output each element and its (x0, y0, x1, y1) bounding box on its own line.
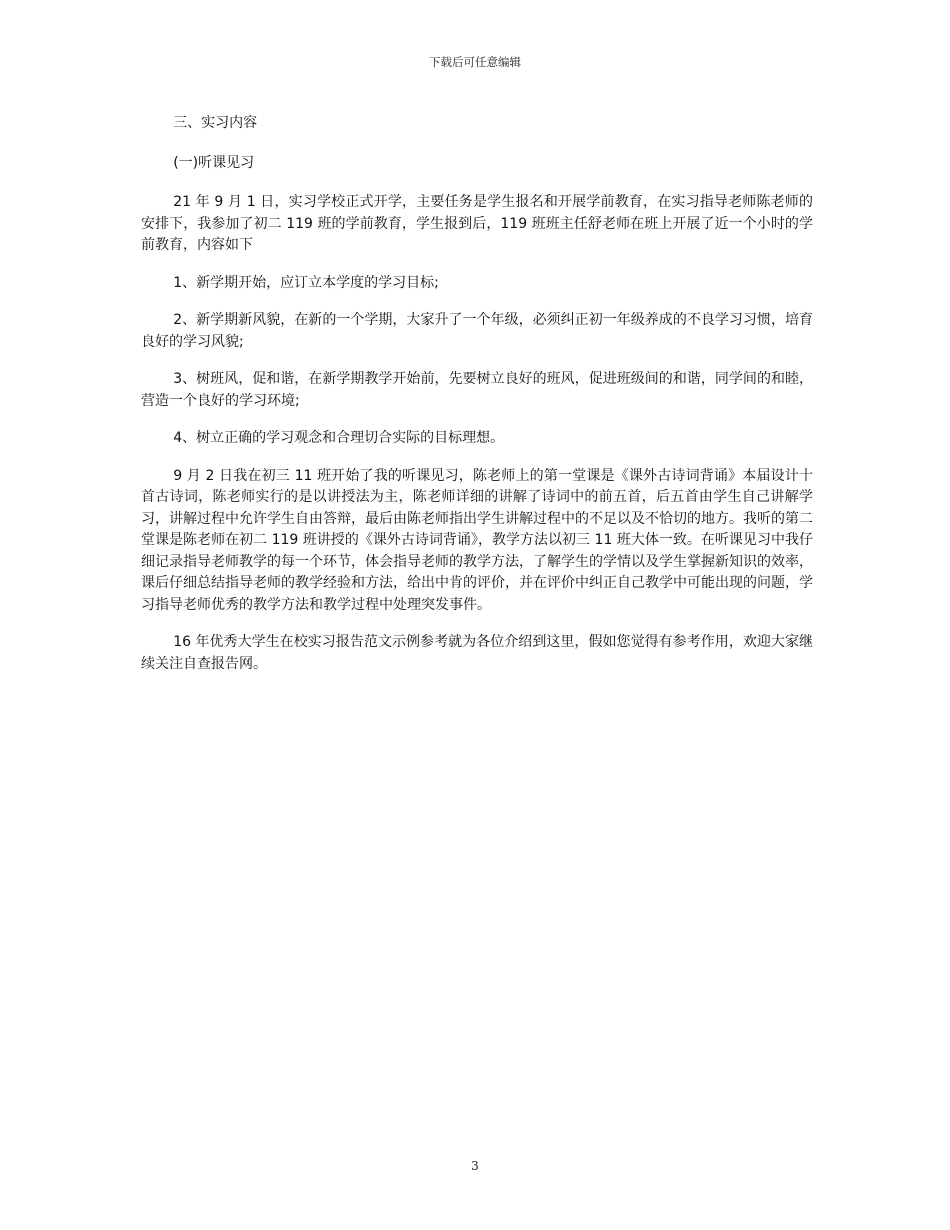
page-number: 3 (471, 1159, 479, 1173)
paragraph-closing: 16 年优秀大学生在校实习报告范文示例参考就为各位介绍到这里，假如您觉得有参考作用，欢迎大家继续关注自查报告网。 (141, 634, 813, 672)
list-item-2: 2、新学期新风貌，在新的一个学期，大家升了一个年级，必须纠正初一年级养成的不良学习习惯，培育良好的学习风貌; (141, 312, 813, 350)
list-item-4: 4、树立正确的学习观念和合理切合实际的目标理想。 (173, 430, 505, 446)
paragraph-observation: 9 月 2 日我在初三 11 班开始了我的听课见习，陈老师上的第一堂课是《课外古诗词背诵》本届设计十首古诗词，陈老师实行的是以讲授法为主，陈老师详细的讲解了诗词中的前五首，后五首由学生自己讲解学习，讲解过程中允许学生自由答辩，最后由陈老师指出学生讲解过程中的不足以及不恰切的地方。我听的第二堂课是陈老师在初二 119 班讲授的《课外古诗词背诵》，教学方法以初三 11 班大体一致。在听课见习中我仔细记录指导老师教学的每一个环节，体会指导老师的教学方法，了解学生的学情以及学生掌握新知识的效率，课后仔细总结指导老师的教学经验和方法，给出中肯的评价，并在评价中纠正自己教学中可能出现的问题，学习指导老师优秀的教学方法和教学过程中处理突发事件。 (141, 467, 813, 613)
section-title: 三、实习内容 (173, 115, 258, 131)
paragraph-intro: 21 年 9 月 1 日，实习学校正式开学，主要任务是学生报名和开展学前教育，在实习指导老师陈老师的安排下，我参加了初二 119 班的学前教育，学生报到后，119 班班主任舒老师在班上开展了近一个小时的学前教育，内容如下 (141, 194, 813, 253)
list-item-1: 1、新学期开始，应订立本学度的学习目标; (173, 274, 439, 291)
document-body (141, 113, 813, 691)
subsection-title: (一)听课见习 (173, 154, 255, 171)
page-header: 下载后可任意编辑 (429, 55, 521, 69)
list-item-3: 3、树班风，促和谐，在新学期教学开始前，先要树立良好的班风，促进班级间的和谐，同学间的和睦，营造一个良好的学习环境; (141, 371, 813, 409)
